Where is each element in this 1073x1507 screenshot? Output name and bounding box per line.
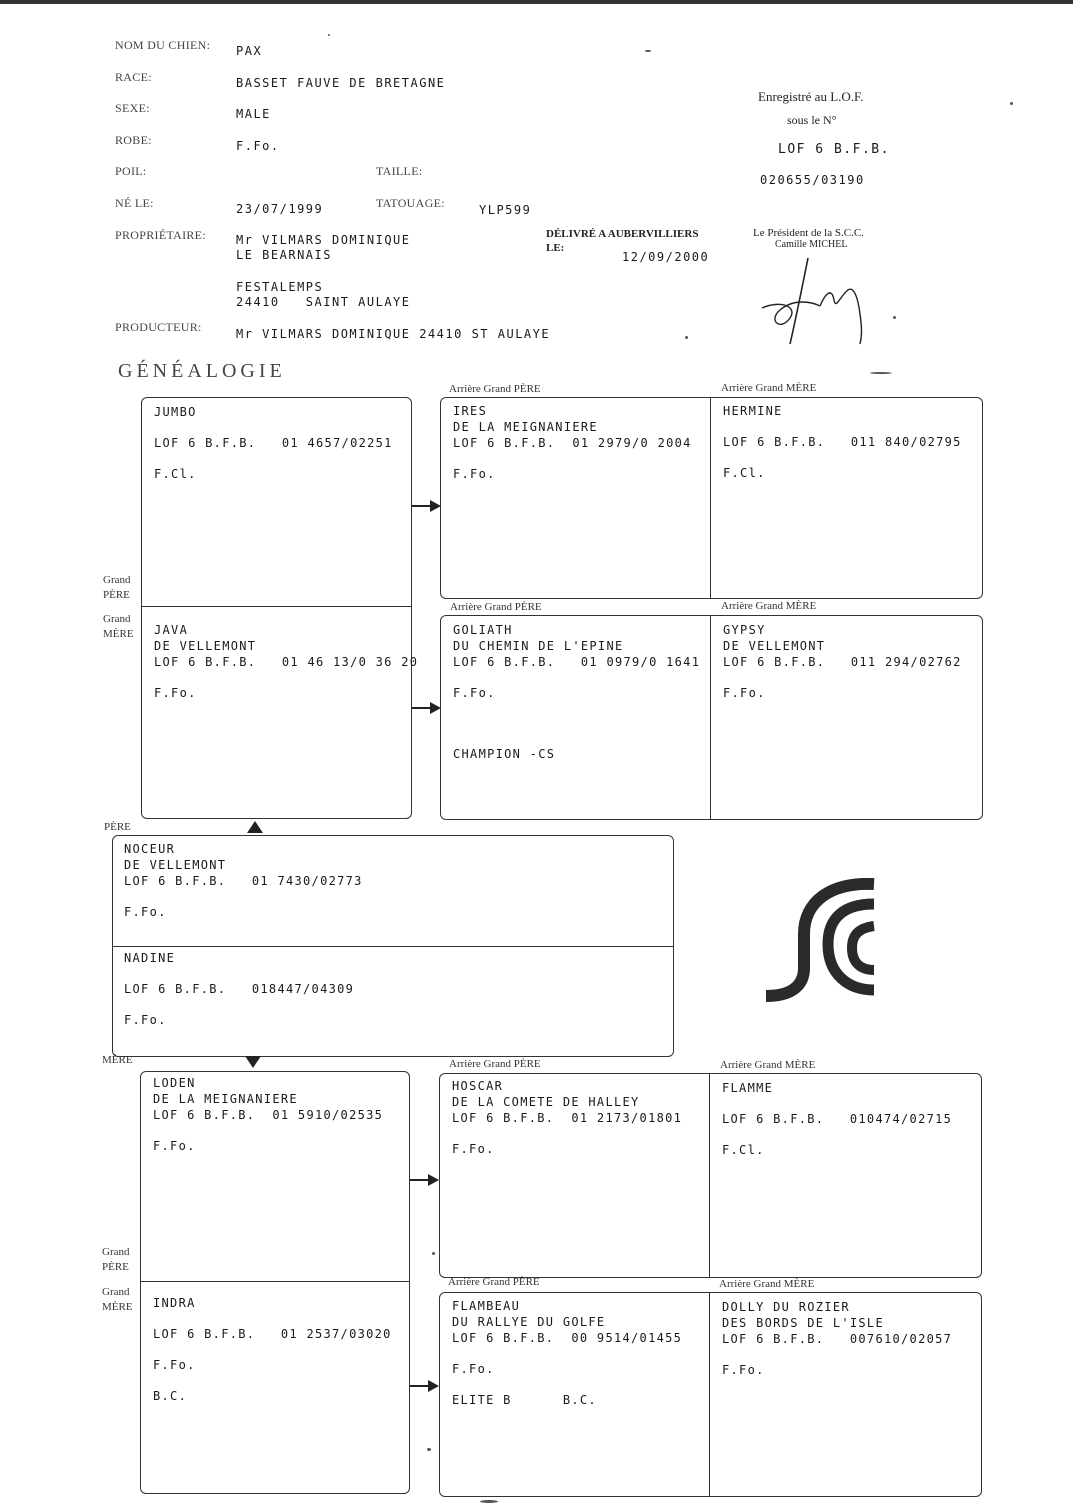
label-tatouage: TATOUAGE: bbox=[376, 196, 445, 210]
pere-robe: F.Fo. bbox=[124, 905, 167, 919]
agm4-cell bbox=[722, 1299, 952, 1378]
arrow-down-icon bbox=[243, 1054, 263, 1070]
agp1-lof: LOF 6 B.F.B. 01 2979/0 2004 bbox=[453, 436, 692, 450]
gm-maternal-mention: B.C. bbox=[153, 1389, 188, 1403]
value-robe: F.Fo. bbox=[236, 139, 280, 153]
label-race: RACE: bbox=[115, 70, 152, 84]
gm-maternal-cell bbox=[153, 1295, 392, 1404]
side-label-grand-mere-2 bbox=[102, 1285, 133, 1315]
paternal-ggp-divider-2 bbox=[710, 615, 711, 820]
genealogy-title: GÉNÉALOGIE bbox=[118, 360, 286, 382]
label-agp-4: Arrière Grand PÈRE bbox=[448, 1276, 540, 1288]
agm1-cell bbox=[723, 403, 962, 481]
gm-paternal-lof: LOF 6 B.F.B. 01 46 13/0 36 20 bbox=[154, 655, 419, 669]
side-label-mere-1: MÈRE bbox=[103, 628, 134, 640]
label-agp-2: Arrière Grand PÈRE bbox=[450, 601, 542, 613]
agm1-robe: F.Cl. bbox=[723, 466, 766, 480]
pere-name: NOCEUR bbox=[124, 842, 176, 856]
gp-maternal-affix: DE LA MEIGNANIERE bbox=[153, 1092, 298, 1106]
agp1-affix: DE LA MEIGNANIERE bbox=[453, 420, 598, 434]
value-proprietaire-1: Mr VILMARS DOMINIQUE bbox=[236, 233, 411, 247]
label-robe: ROBE: bbox=[115, 133, 152, 147]
agm3-name: FLAMME bbox=[722, 1081, 774, 1095]
value-tatouage: YLP599 bbox=[479, 203, 532, 217]
side-label-grand-2: Grand bbox=[103, 613, 131, 625]
gp-paternal-cell bbox=[154, 404, 393, 482]
gm-maternal-robe: F.Fo. bbox=[153, 1358, 196, 1372]
agp1-name: IRES bbox=[453, 404, 488, 418]
value-producteur: Mr VILMARS DOMINIQUE 24410 ST AULAYE bbox=[236, 327, 551, 341]
value-nom: PAX bbox=[236, 44, 263, 58]
label-agm-4: Arrière Grand MÈRE bbox=[719, 1278, 815, 1290]
mere-lof: LOF 6 B.F.B. 018447/04309 bbox=[124, 982, 355, 996]
value-race: BASSET FAUVE DE BRETAGNE bbox=[236, 76, 446, 90]
agm3-lof: LOF 6 B.F.B. 010474/02715 bbox=[722, 1112, 953, 1126]
agm2-name: GYPSY bbox=[723, 623, 766, 637]
side-label-grand-3: Grand bbox=[102, 1246, 130, 1258]
agm2-affix: DE VELLEMONT bbox=[723, 639, 826, 653]
value-proprietaire-4: 24410 SAINT AULAYE bbox=[236, 295, 411, 309]
side-label-grand-pere-1 bbox=[103, 573, 131, 603]
registration-number: 020655/03190 bbox=[760, 173, 865, 187]
agp4-affix: DU RALLYE DU GOLFE bbox=[452, 1315, 606, 1329]
agm2-lof: LOF 6 B.F.B. 011 294/02762 bbox=[723, 655, 962, 669]
agp4-robe: F.Fo. bbox=[452, 1362, 495, 1376]
gm-paternal-robe: F.Fo. bbox=[154, 686, 197, 700]
label-agp-1: Arrière Grand PÈRE bbox=[449, 383, 541, 395]
agm4-name: DOLLY DU ROZIER bbox=[722, 1300, 850, 1314]
agm2-cell bbox=[723, 622, 962, 701]
agm3-cell bbox=[722, 1080, 952, 1158]
registration-line-1: Enregistré au L.O.F. bbox=[758, 89, 864, 104]
gp-paternal-lof: LOF 6 B.F.B. 01 4657/02251 bbox=[154, 436, 393, 450]
scan-speck bbox=[893, 316, 896, 319]
side-label-pere-2: PÈRE bbox=[102, 1261, 129, 1273]
label-pere: PÈRE bbox=[104, 821, 131, 833]
gp-maternal-cell bbox=[153, 1075, 383, 1154]
agp3-cell bbox=[452, 1078, 682, 1157]
agp4-lof: LOF 6 B.F.B. 00 9514/01455 bbox=[452, 1331, 683, 1345]
president-line-1: Le Président de la S.C.C. bbox=[753, 227, 864, 239]
agp4-title: ELITE B B.C. bbox=[452, 1393, 597, 1407]
maternal-ggp-divider-2 bbox=[709, 1292, 710, 1497]
parents-divider bbox=[112, 946, 674, 947]
side-label-grand-4: Grand bbox=[102, 1286, 130, 1298]
scan-speck bbox=[480, 1500, 498, 1503]
top-edge-line bbox=[0, 0, 1073, 4]
gm-paternal-affix: DE VELLEMONT bbox=[154, 639, 257, 653]
signature-icon bbox=[750, 248, 910, 358]
agp2-cell bbox=[453, 622, 700, 762]
arrow-right-icon bbox=[412, 498, 442, 514]
label-proprietaire: PROPRIÉTAIRE: bbox=[115, 228, 206, 242]
mere-robe: F.Fo. bbox=[124, 1013, 167, 1027]
pere-lof: LOF 6 B.F.B. 01 7430/02773 bbox=[124, 874, 363, 888]
label-nom: NOM DU CHIEN: bbox=[115, 38, 211, 52]
agm4-robe: F.Fo. bbox=[722, 1363, 765, 1377]
label-agm-2: Arrière Grand MÈRE bbox=[721, 600, 817, 612]
mere-name: NADINE bbox=[124, 951, 176, 965]
gp-paternal-robe: F.Cl. bbox=[154, 467, 197, 481]
agp2-title: CHAMPION -CS bbox=[453, 747, 556, 761]
agp2-robe: F.Fo. bbox=[453, 686, 496, 700]
agp4-cell bbox=[452, 1298, 682, 1408]
gm-maternal-lof: LOF 6 B.F.B. 01 2537/03020 bbox=[153, 1327, 392, 1341]
value-proprietaire-3: FESTALEMPS bbox=[236, 280, 324, 294]
gp-maternal-robe: F.Fo. bbox=[153, 1139, 196, 1153]
agp2-affix: DU CHEMIN DE L'EPINE bbox=[453, 639, 624, 653]
delivery-label-1: DÉLIVRÉ A AUBERVILLIERS bbox=[546, 228, 699, 240]
agp3-affix: DE LA COMETE DE HALLEY bbox=[452, 1095, 640, 1109]
scan-speck bbox=[1010, 102, 1013, 105]
maternal-ggp-divider-1 bbox=[709, 1073, 710, 1278]
registration-lof: LOF 6 B.F.B. bbox=[778, 142, 890, 157]
gp-maternal-lof: LOF 6 B.F.B. 01 5910/02535 bbox=[153, 1108, 384, 1122]
label-taille: TAILLE: bbox=[376, 164, 423, 178]
label-agm-1: Arrière Grand MÈRE bbox=[721, 382, 817, 394]
side-label-grand-pere-2 bbox=[102, 1245, 130, 1275]
gm-maternal-name: INDRA bbox=[153, 1296, 196, 1310]
scan-speck bbox=[870, 372, 892, 374]
mere-cell bbox=[124, 950, 354, 1028]
gm-paternal-cell bbox=[154, 622, 418, 701]
scan-speck bbox=[645, 50, 651, 52]
president-line-2: Camille MICHEL bbox=[775, 239, 848, 250]
registration-line-2: sous le N° bbox=[787, 113, 837, 127]
gp-paternal-name: JUMBO bbox=[154, 405, 197, 419]
label-sexe: SEXE: bbox=[115, 101, 150, 115]
maternal-grandparents-divider bbox=[140, 1281, 410, 1282]
scan-speck bbox=[432, 1252, 435, 1255]
agp3-name: HOSCAR bbox=[452, 1079, 504, 1093]
agp1-cell bbox=[453, 403, 692, 482]
label-producteur: PRODUCTEUR: bbox=[115, 320, 202, 334]
side-label-mere-2: MÈRE bbox=[102, 1301, 133, 1313]
label-agm-3: Arrière Grand MÈRE bbox=[720, 1059, 816, 1071]
delivery-date: 12/09/2000 bbox=[622, 250, 710, 264]
value-proprietaire-2: LE BEARNAIS bbox=[236, 248, 332, 262]
label-agp-3: Arrière Grand PÈRE bbox=[449, 1058, 541, 1070]
side-label-grand-1: Grand bbox=[103, 574, 131, 586]
arrow-up-icon bbox=[245, 819, 265, 835]
paternal-ggp-divider-1 bbox=[710, 397, 711, 599]
agm3-robe: F.Cl. bbox=[722, 1143, 765, 1157]
agm1-name: HERMINE bbox=[723, 404, 783, 418]
agm1-lof: LOF 6 B.F.B. 011 840/02795 bbox=[723, 435, 962, 449]
scan-speck bbox=[685, 336, 688, 339]
label-mere: MÈRE bbox=[102, 1054, 133, 1066]
agm4-lof: LOF 6 B.F.B. 007610/02057 bbox=[722, 1332, 953, 1346]
arrow-right-icon bbox=[410, 1378, 440, 1394]
value-ne-le: 23/07/1999 bbox=[236, 202, 324, 216]
agm2-robe: F.Fo. bbox=[723, 686, 766, 700]
agm4-affix: DES BORDS DE L'ISLE bbox=[722, 1316, 884, 1330]
pere-cell bbox=[124, 841, 363, 920]
label-poil: POIL: bbox=[115, 164, 147, 178]
agp4-name: FLAMBEAU bbox=[452, 1299, 521, 1313]
paternal-grandparents-divider bbox=[141, 606, 412, 607]
delivery-label-2: LE: bbox=[546, 242, 565, 254]
agp3-lof: LOF 6 B.F.B. 01 2173/01801 bbox=[452, 1111, 683, 1125]
agp1-robe: F.Fo. bbox=[453, 467, 496, 481]
scan-speck bbox=[427, 1448, 431, 1451]
gm-paternal-name: JAVA bbox=[154, 623, 189, 637]
pere-affix: DE VELLEMONT bbox=[124, 858, 227, 872]
value-sexe: MALE bbox=[236, 107, 271, 121]
side-label-pere-1: PÈRE bbox=[103, 589, 130, 601]
label-ne-le: NÉ LE: bbox=[115, 196, 154, 210]
arrow-right-icon bbox=[410, 1172, 440, 1188]
scc-logo-icon bbox=[760, 878, 885, 1003]
scan-speck bbox=[328, 34, 330, 36]
agp3-robe: F.Fo. bbox=[452, 1142, 495, 1156]
agp2-name: GOLIATH bbox=[453, 623, 513, 637]
gp-maternal-name: LODEN bbox=[153, 1076, 196, 1090]
arrow-right-icon bbox=[412, 700, 442, 716]
agp2-lof: LOF 6 B.F.B. 01 0979/0 1641 bbox=[453, 655, 701, 669]
side-label-grand-mere-1 bbox=[103, 612, 134, 642]
